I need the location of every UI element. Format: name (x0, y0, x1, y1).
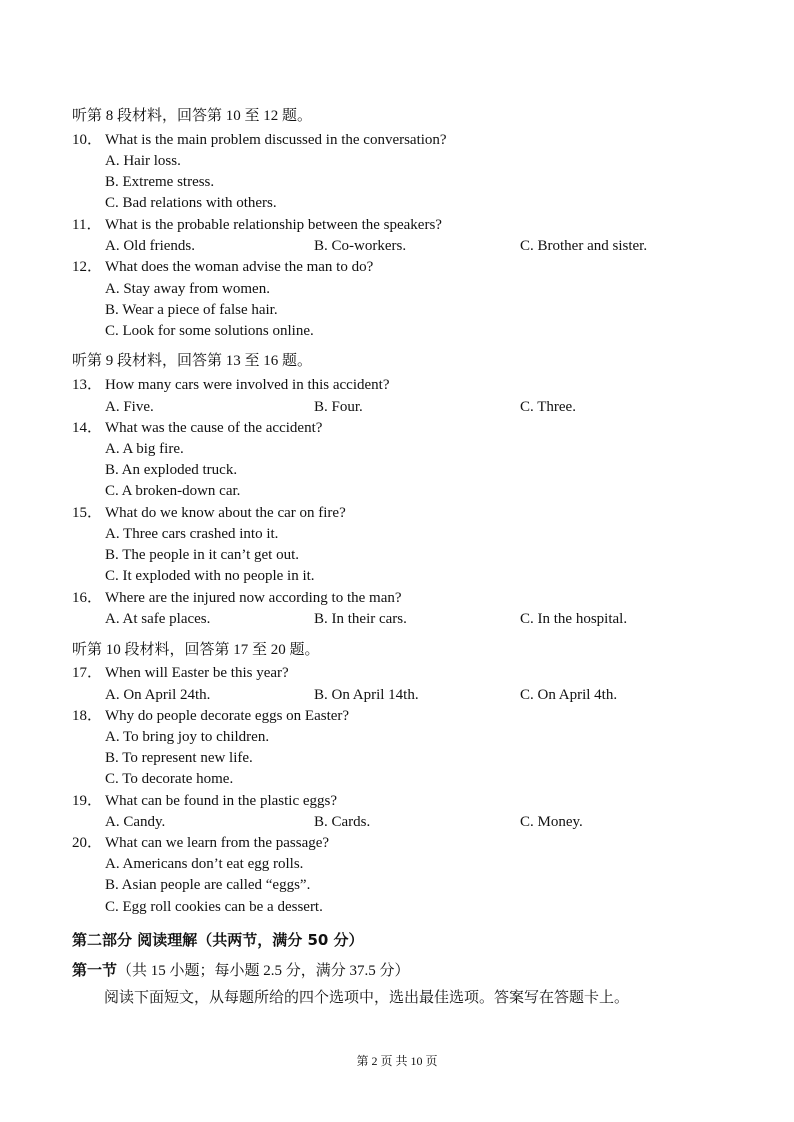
question-number: 10． (72, 132, 103, 148)
section-subtitle (72, 961, 410, 981)
option: B. In their cars. (314, 611, 407, 627)
option: C. Look for some solutions online. (105, 323, 314, 339)
option: B. Co-workers. (314, 238, 407, 254)
question (72, 834, 329, 853)
question-text: How many cars were involved in this accident? (105, 377, 390, 393)
section-heading: 听第 10 段材料，回答第 17 至 20 题。 (72, 642, 320, 658)
question (72, 792, 337, 811)
question-number: 16． (72, 590, 103, 606)
option: A. Stay away from women. (105, 281, 270, 297)
option: C. Brother and sister. (520, 238, 648, 254)
option: B. Cards. (314, 814, 371, 830)
section-detail: （共 15 小题；每小题 2.5 分，满分 37.5 分） (117, 963, 410, 979)
question (72, 131, 447, 150)
option: A. Three cars crashed into it. (105, 526, 279, 542)
option: B. Wear a piece of false hair. (105, 302, 278, 318)
question-number: 17． (72, 665, 103, 681)
question-text: What does the woman advise the man to do? (105, 259, 374, 275)
option: C. Bad relations with others. (105, 195, 277, 211)
option: B. An exploded truck. (105, 462, 238, 478)
section-label: 第一节 (72, 961, 118, 979)
option: B. On April 14th. (314, 687, 419, 703)
question-number: 15． (72, 505, 103, 521)
question-text: What can we learn from the passage? (105, 835, 330, 851)
question-text: Where are the injured now according to the man? (105, 590, 402, 606)
question-number: 13． (72, 377, 103, 393)
option: C. In the hospital. (520, 611, 628, 627)
question-text: Why do people decorate eggs on Easter? (105, 708, 350, 724)
option: B. Extreme stress. (105, 174, 215, 190)
option: A. To bring joy to children. (105, 729, 270, 745)
question-text: What was the cause of the accident? (105, 420, 323, 436)
option: A. At safe places. (105, 611, 211, 627)
option: B. The people in it can’t get out. (105, 547, 299, 563)
instruction-text: 阅读下面短文，从每题所给的四个选项中，选出最佳选项。答案写在答题卡上。 (104, 990, 630, 1006)
page-footer: 第 2 页 共 10 页 (356, 1054, 438, 1068)
option: C. It exploded with no people in it. (105, 568, 315, 584)
question-text: What do we know about the car on fire? (105, 505, 346, 521)
question-number: 11． (72, 217, 102, 233)
question (72, 376, 390, 395)
part-title: 第二部分 阅读理解（共两节，满分 50 分） (72, 931, 364, 949)
question-number: 12． (72, 259, 103, 275)
section-heading: 听第 9 段材料，回答第 13 至 16 题。 (72, 353, 313, 369)
question-text: What can be found in the plastic eggs? (105, 793, 338, 809)
question-number: 18． (72, 708, 103, 724)
option: C. To decorate home. (105, 771, 234, 787)
option: A. A big fire. (105, 441, 184, 457)
option: C. A broken-down car. (105, 483, 241, 499)
option: A. Old friends. (105, 238, 195, 254)
option: A. On April 24th. (105, 687, 211, 703)
option: B. Asian people are called “eggs”. (105, 877, 311, 893)
question (72, 216, 442, 235)
question (72, 664, 289, 683)
option: C. Three. (520, 399, 576, 415)
option: A. Five. (105, 399, 154, 415)
option: A. Candy. (105, 814, 166, 830)
option: C. On April 4th. (520, 687, 618, 703)
question-text: What is the main problem discussed in the conversation? (105, 132, 447, 148)
option: A. Americans don’t eat egg rolls. (105, 856, 304, 872)
question-number: 19． (72, 793, 103, 809)
section-heading: 听第 8 段材料，回答第 10 至 12 题。 (72, 108, 313, 124)
question (72, 589, 402, 608)
question (72, 707, 349, 726)
option: A. Hair loss. (105, 153, 181, 169)
question (72, 258, 373, 277)
question-number: 20． (72, 835, 103, 851)
question-number: 14． (72, 420, 103, 436)
option: B. Four. (314, 399, 363, 415)
question (72, 504, 346, 523)
question-text: What is the probable relationship between the speakers? (105, 217, 442, 233)
option: C. Money. (520, 814, 583, 830)
question (72, 419, 322, 438)
option: C. Egg roll cookies can be a dessert. (105, 899, 323, 915)
question-text: When will Easter be this year? (105, 665, 289, 681)
option: B. To represent new life. (105, 750, 253, 766)
